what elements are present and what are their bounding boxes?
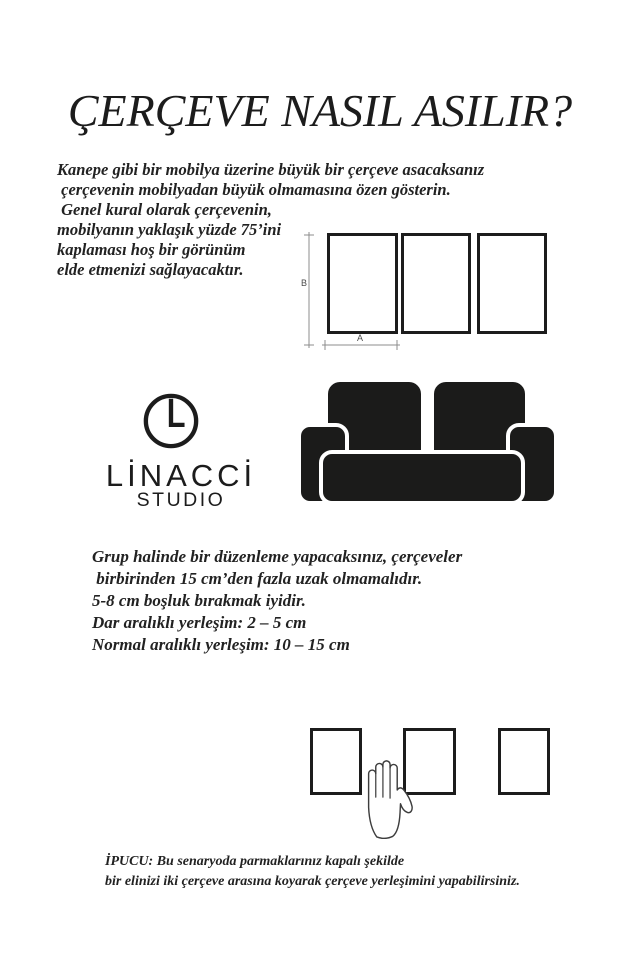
frame-dimension-diagram: [300, 225, 560, 362]
sofa-icon: [290, 372, 565, 512]
bottom-frame-3: [498, 728, 550, 795]
spacing-line: 5-8 cm boşluk bırakmak iyidir.: [92, 591, 306, 610]
spacing-line: Dar aralıklı yerleşim: 2 – 5 cm: [92, 613, 307, 632]
tip-line: bir elinizi iki çerçeve arasına koyarak çerçeve yerleşimini yapabilirsiniz.: [105, 874, 520, 889]
hand-spacer-icon: [356, 742, 418, 844]
intro-line: mobilyanın yaklaşık yüzde 75’ini: [57, 220, 282, 239]
diagram-frame-1: [329, 235, 397, 333]
intro-line: elde etmenizi sağlayacaktır.: [57, 260, 244, 279]
width-label: A: [357, 333, 364, 343]
spacing-line: birbirinden 15 cm’den fazla uzak olmamalıdır.: [92, 569, 423, 588]
clock-icon: [85, 392, 257, 455]
logo-name: LİNACCİ: [105, 458, 257, 493]
spacing-line: Normal aralıklı yerleşim: 10 – 15 cm: [92, 635, 350, 654]
intro-line: kaplaması hoş bir görünüm: [57, 240, 246, 259]
bottom-frame-1: [310, 728, 362, 795]
diagram-frame-3: [479, 235, 546, 333]
frames-diagram-graphic: [300, 225, 560, 357]
intro-line: Kanepe gibi bir mobilya üzerine büyük bir çerçeve asacaksanız: [57, 160, 485, 179]
page-title: ÇERÇEVE NASIL ASILIR?: [67, 85, 573, 136]
height-dimension-line: [304, 232, 314, 348]
spacing-line: Grup halinde bir düzenleme yapacaksınız, çerçeveler: [92, 547, 463, 566]
spacing-paragraph: [92, 546, 462, 656]
sofa-seat-cushion: [321, 452, 523, 503]
height-label: B: [301, 278, 308, 288]
diagram-frame-2: [403, 235, 470, 333]
logo-subtitle: STUDIO: [136, 489, 226, 511]
tip-paragraph: [105, 852, 520, 892]
linacci-logo: [95, 392, 267, 510]
intro-line: çerçevenin mobilyadan büyük olmamasına özen gösterin.: [57, 180, 451, 199]
intro-line: Genel kural olarak çerçevenin,: [57, 200, 272, 219]
tip-line: İPUCU: Bu senaryoda parmaklarınız kapalı şekilde: [105, 854, 405, 869]
